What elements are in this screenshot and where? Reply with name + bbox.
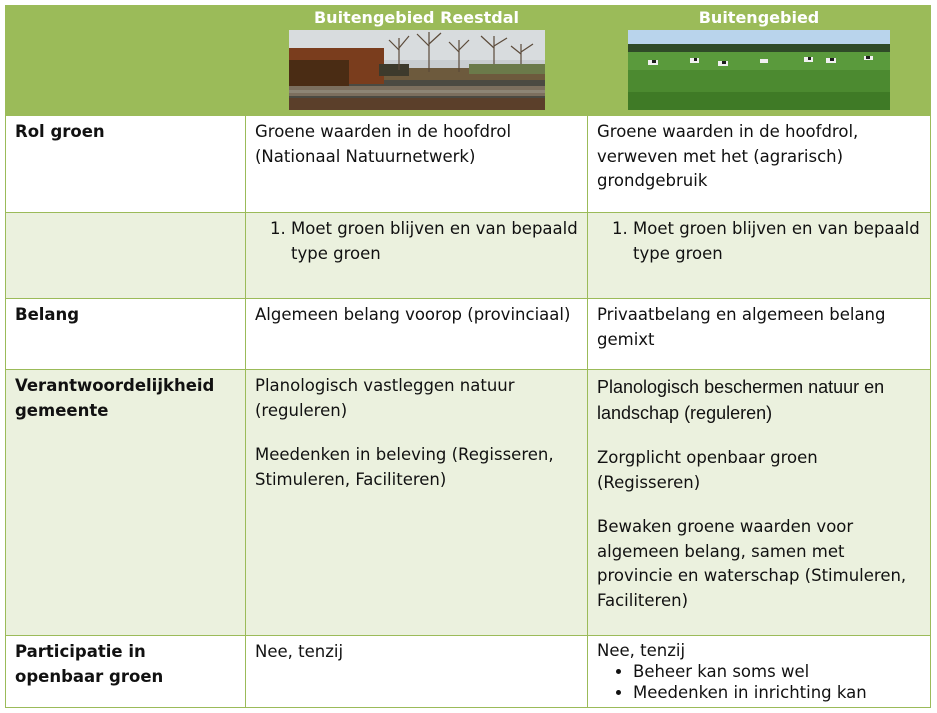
cell-belang-buitengebied: Privaatbelang en algemeen belang gemixt: [588, 299, 931, 370]
cell-groen-type-buitengebied: [588, 213, 931, 299]
paragraph: Zorgplicht openbaar groen (Regisseren): [597, 448, 818, 492]
bullet-list: [597, 661, 921, 703]
header-title-reestdal: Buitengebied Reestdal: [313, 8, 519, 27]
cell-participatie-reestdal: Nee, tenzij: [246, 636, 588, 708]
row-label-verantwoordelijkheid: Verantwoordelijkheid gemeente: [6, 370, 246, 636]
row-label-belang: Belang: [6, 299, 246, 370]
header-title-buitengebied: Buitengebied: [698, 8, 820, 27]
cell-belang-reestdal: Algemeen belang voorop (provinciaal): [246, 299, 588, 370]
table-row-belang: [6, 299, 931, 370]
header-col-reestdal: [246, 6, 588, 116]
paragraph: Meedenken in beleving (Regisseren, Stimuleren, Faciliteren): [255, 445, 554, 489]
comparison-table: [5, 5, 931, 708]
list-item: • Beheer kan soms wel: [633, 661, 921, 682]
header-col-buitengebied: [588, 6, 931, 116]
paragraph: Bewaken groene waarden voor algemeen belang, samen met provincie en waterschap (Stimuleren, Faciliteren): [597, 517, 907, 610]
list-item: • Meedenken in inrichting kan: [633, 682, 921, 703]
table-row-participatie: [6, 636, 931, 708]
row-label-rol-groen: Rol groen: [6, 116, 246, 213]
table-row-rol-groen: [6, 116, 931, 213]
cell-verantwoordelijkheid-buitengebied: [588, 370, 931, 636]
cell-participatie-buitengebied: [588, 636, 931, 708]
cell-rol-groen-reestdal: Groene waarden in de hoofdrol (Nationaal Natuurnetwerk): [246, 116, 588, 213]
list-item: 1. Moet groen blijven en van bepaald type groen: [633, 217, 921, 266]
paragraph: Nee, tenzij: [597, 641, 686, 660]
table-row-verantwoordelijkheid: [6, 370, 931, 636]
row-label-empty: [6, 213, 246, 299]
row-label-participatie: Participatie in openbaar groen: [6, 636, 246, 708]
header-row: [6, 6, 931, 116]
numbered-list: [597, 217, 921, 266]
cell-groen-type-reestdal: [246, 213, 588, 299]
header-empty-cell: [6, 6, 246, 116]
buitengebied-photo: [628, 30, 890, 110]
table-row-groen-type: [6, 213, 931, 299]
reestdal-photo: [289, 30, 545, 110]
paragraph: Planologisch vastleggen natuur (reguleren): [255, 376, 515, 420]
list-item: 1. Moet groen blijven en van bepaald type groen: [291, 217, 578, 266]
paragraph: Planologisch beschermen natuur en landschap (reguleren): [597, 377, 885, 423]
numbered-list: [255, 217, 578, 266]
cell-rol-groen-buitengebied: Groene waarden in de hoofdrol, verweven met het (agrarisch) grondgebruik: [588, 116, 931, 213]
cell-verantwoordelijkheid-reestdal: [246, 370, 588, 636]
